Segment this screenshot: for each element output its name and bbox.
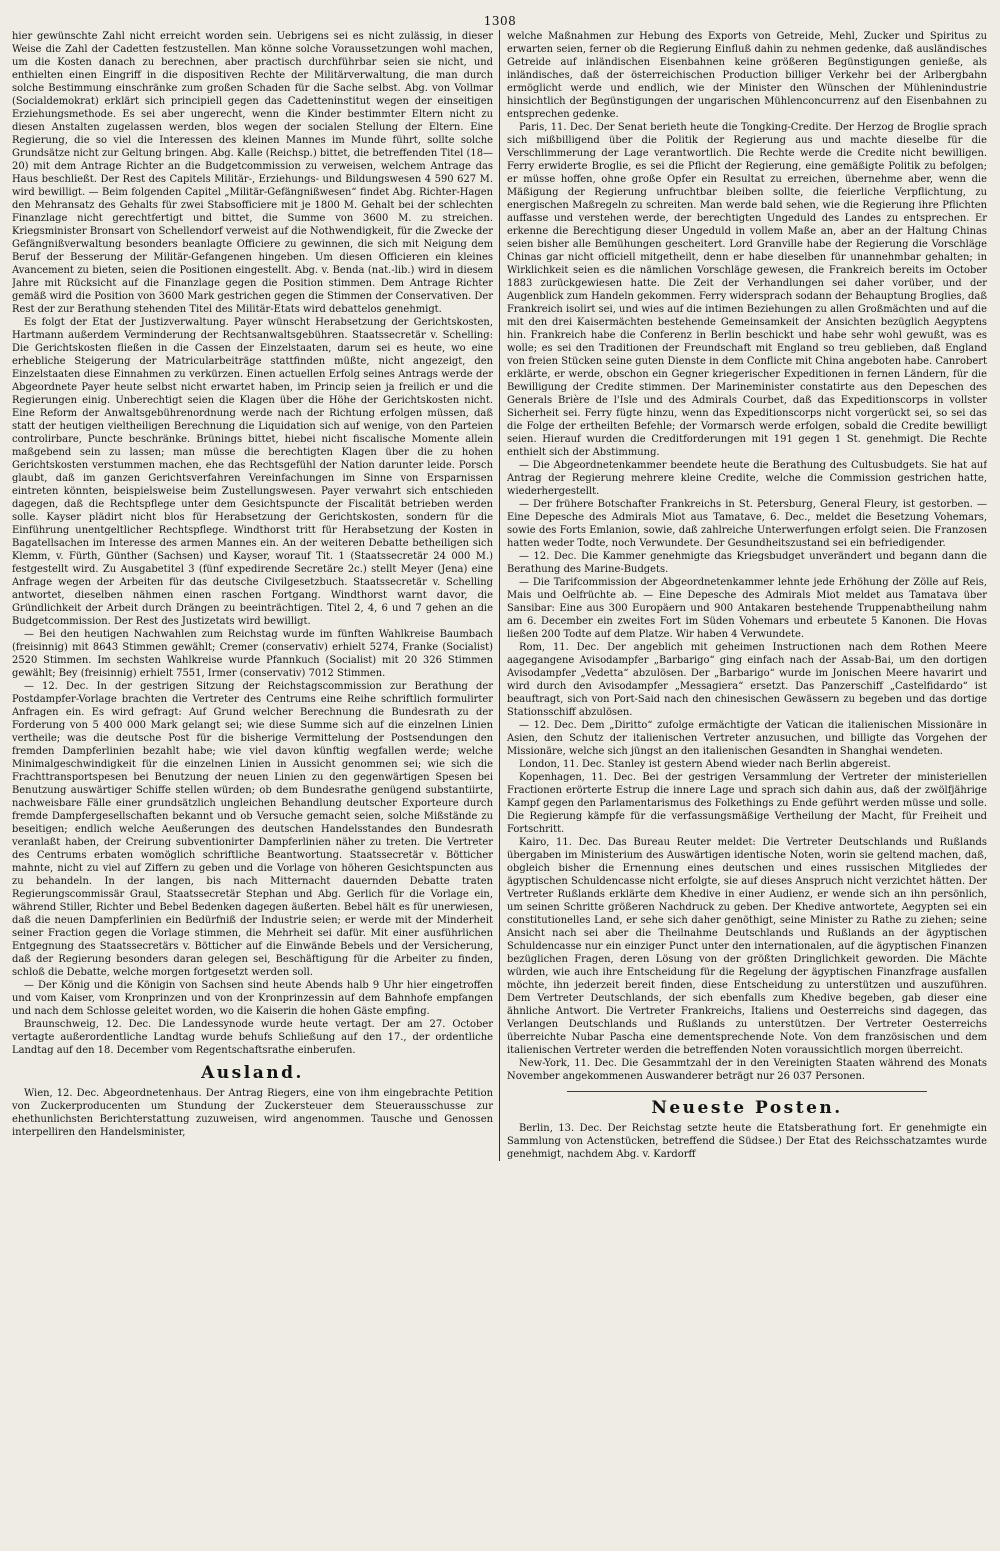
article-fleury: — Der frühere Botschafter Frankreichs in St. Petersburg, General Fleury, ist gestorben. — Eine Depesche des Admirals Miot aus Tamatave, 6. Dec., meldet die Besetzung Vohemars, sowie des Forts Emlanion, sowie, daß zahlreiche Unterwerfungen erfolgt seien. Die Franzosen hatten weder Todte, noch Verwundete. Der Gesundheitszustand sei ein befriedigender. [507,499,987,549]
article-abgeordnetenkammer: — Die Abgeordnetenkammer beendete heute die Berathung des Cultusbudgets. Sie hat auf Antrag der Regierung mehrere kleine Credite, welche die Commission gestrichen hatte, wiederhergestellt. [507,460,987,497]
article-tarifcommission: — Die Tarifcommission der Abgeordnetenkammer lehnte jede Erhöhung der Zölle auf Reis, Mais und Oelfrüchte ab. — Eine Depesche des Admirals Miot meldet aus Tamatava über Sansibar: Eine aus 300 Europäern und 900 Antakaren bestehende Truppenabtheilung nahm am 6. December ein zweites Fort im Süden Vohemars und erbeutete 5 Kanonen. Die Hovas ließen 200 Todte auf dem Platze. Wir haben 4 Verwundete. [507,577,987,640]
columns [12,30,988,1161]
article-rom: Rom, 11. Dec. Der angeblich mit geheimen Instructionen nach dem Rothen Meere aagegangene Avisodampfer „Barbarigo“ ging einfach nach der Assab-Bai, um den dortigen Avisodampfer „Vedetta“ abzulösen. Der „Barbarigo“ wurde im Jonischen Meere havarirt und wird durch den Avisodampfer „Messagiera“ ersetzt. Das Panzerschiff „Castelfidardo“ ist beauftragt, sich von Port-Said nach den chinesischen Gewässern zu begeben und das dortige Stationsschiff abzulösen. [507,642,987,718]
article-vatican: — 12. Dec. Dem „Diritto“ zufolge ermächtigte der Vatican die italienischen Missionäre in Asien, den Schutz der italienischen Vertreter anzusuchen, und billigte das Vorgehen der Missionäre, welche sich jüngst an den italienischen Gesandten in Shanghai wendeten. [507,720,987,757]
article-london: London, 11. Dec. Stanley ist gestern Abend wieder nach Berlin abgereist. [519,759,891,770]
article-berlin: Berlin, 13. Dec. Der Reichstag setzte heute die Etatsberathung fort. Er genehmigte ein Sammlung von Actenstücken, betreffend die Südsee.) Der Etat des Reichsschatzamtes wurde genehmigt, nachdem Abg. v. Kardorff [507,1123,987,1160]
article-nachwahlen: — Bei den heutigen Nachwahlen zum Reichstag wurde im fünften Wahlkreise Baumbach (freisinnig) mit 8643 Stimmen gewählt; Cremer (conservativ) erhielt 5274, Franke (Socialist) 2520 Stimmen. Im sechsten Wahlkreise wurde Pfannkuch (Socialist) mit 20 326 Stimmen gewählt; Bey (freisinnig) erhielt 7551, Irmer (conservativ) 7012 Stimmen. [12,629,493,679]
section-separator [567,1091,927,1092]
article-kriegsbudget: — 12. Dec. Die Kammer genehmigte das Kriegsbudget unverändert und begann dann die Berathung des Marine-Budgets. [507,551,987,575]
page-number: 1308 [483,14,517,28]
article-justizverwaltung: Es folgt der Etat der Justizverwaltung. Payer wünscht Herabsetzung der Gerichtskosten, Hartmann außerdem Verminderung der Rechtsanwaltsgebühren. Staatssecretär v. Schelling: Die Gerichtskosten fließen in die Cassen der Einzelstaaten, darum sei es heute, wo eine erhebliche Steigerung der Matricularbeiträge stattfinden müßte, nicht angezeigt, den Einzelstaaten diese Einnahmen zu verkürzen. Einen actuellen Erfolg seines Antrags werde der Abgeordnete Payer heute selbst nicht erwartet haben, im Princip seien ja freilich er und die Regierungen einig. Unberechtigt seien die Klagen über die Höhe der Gerichtskosten nicht. Eine Reform der Anwaltsgebührenordnung werde nach der Richtung erfolgen müssen, daß statt der heutigen vieltheiligen Berechnung die Liquidation sich auf wenige, von den Parteien controlirbare, Puncte beschränke. Brünings bittet, hiebei nicht fiscalische Momente allein maßgebend sein zu lassen; man müsse die berechtigten Klagen über die zu hohen Gerichtskosten verstummen machen, ehe das Rechtsgefühl der Nation darunter leide. Porsch glaubt, daß im ganzen Gerichtsverfahren Vereinfachungen im Sinne von Ersparnissen eintreten könnten, beispielsweise beim Zustellungswesen. Payer verwahrt sich entschieden dagegen, daß die Rechtspflege unter dem Gesichtspuncte der Fiscalität betrieben werden solle. Kayser plädirt nicht blos für Herabsetzung der Gerichtskosten, sondern für die Einführung unentgeltlicher Rechtspflege. Windthorst tritt für Herabsetzung der Kosten in Bagatellsachen im Interesse des armen Mannes ein. An der weiteren Debatte betheiligen sich Klemm, v. Fürth, Günther (Sachsen) und Kayser, worauf Tit. 1 (Staatssecretär 24 000 M.) festgestellt wird. Zu Ausgabetitel 3 (fünf expedirende Secretäre 2c.) stellt Meyer (Jena) eine Anfrage wegen der Arbeiten für das deutsche Civilgesetzbuch. Staatssecretär v. Schelling antwortet, dieselben nähmen einen raschen Fortgang. Windthorst warnt davor, die Gründlichkeit der Arbeit durch Drängen zu beeinträchtigen. Titel 2, 4, 6 und 7 gehen an die Budgetcommission. Der Rest des Justizetats wird bewilligt. [12,317,493,627]
section-heading-ausland: Ausland. [201,1063,304,1083]
article-paris: Paris, 11. Dec. Der Senat berieth heute die Tongking-Credite. Der Herzog de Broglie sprach sich mißbilligend über die Politik der Regierung aus und machte dieselbe für die Verschlimmerung der Lage verantwortlich. Die Rechte werde die Credite nicht bewilligen. Ferry erwiderte Broglie, es sei die Pflicht der Regierung, eine gemäßigte Politik zu befolgen; er müsse hoffen, ohne große Opfer ein Resultat zu erreichen, übernehme aber, wenn die Mäßigung der Regierung unfruchtbar bleiben sollte, die feierliche Verpflichtung, zu energischen Maßregeln zu schreiten. Man werde bald sehen, wie die Regierung ihre Pflichten auffasse und verstehen werde, der berechtigten Ungeduld des Landes zu entsprechen. Er erkenne die Berechtigung dieser Ungeduld in vollem Maße an, aber an der Haltung Chinas seien bisher alle Bemühungen gescheitert. Lord Granville habe der Regierung die Vorschläge Chinas gar nicht officiell mitgetheilt, denn er habe dieselben für unannehmbar gehalten; in Wirklichkeit seien es die nämlichen Vorschläge gewesen, die Frankreich bereits im October 1883 zurückgewiesen hatte. Die Zeit der Verhandlungen sei daher vorüber, und der Augenblick zum Handeln gekommen. Ferry widersprach sodann der Behauptung Broglies, daß Frankreich isolirt sei, und wies auf die intimen Beziehungen zu allen Großmächten und auf die mit den drei Kaisermächten bestehende Gemeinsamkeit der Ansichten bezüglich Aegyptens hin. Frankreich habe die Conferenz in Berlin beschickt und habe sehr wohl gewußt, was es wolle; es sei den Traditionen der Freundschaft mit England so treu geblieben, daß England von freien Stücken seine guten Dienste in dem Conflicte mit China angeboten habe. Canrobert erklärte, er werde, obschon ein Gegner kriegerischer Expeditionen in fernen Ländern, für die Bewilligung der Credite stimmen. Der Marineminister constatirte aus den Depeschen des Generals Brière de l'Isle und des Admirals Courbet, daß das Expeditionscorps in vollster Sicherheit sei. Ferry fügte hinzu, wenn das Expeditionscorps nicht vorgerückt sei, so sei das die Folge der ertheilten Befehle; der Vormarsch werde erfolgen, sobald die Credite bewilligt seien. Hierauf wurden die Creditforderungen mit 191 gegen 1 St. genehmigt. Die Rechte enthielt sich der Abstimmung. [507,122,987,458]
article-braunschweig: Braunschweig, 12. Dec. Die Landessynode wurde heute vertagt. Der am 27. October vertagte außerordentliche Landtag wurde behufs Schließung auf den 17., der ordentliche Landtag auf den 18. December vom Regentschaftsrathe einberufen. [12,1019,493,1056]
article-reichstag-cadetten: hier gewünschte Zahl nicht erreicht worden sein. Uebrigens sei es nicht zulässig, in dieser Weise die Zahl der Cadetten festzustellen. Man könne solche Voraussetzungen wohl machen, um die Kosten danach zu berechnen, aber practisch durchführbar seien sie nicht, und enthielten einen Eingriff in die dispositiven Rechte der Militärverwaltung, die man durch solche Bestimmung einschränke zum großen Schaden für die Sache selbst. Abg. von Vollmar (Socialdemokrat) erklärt sich principiell gegen das Cadetteninstitut wegen der einseitigen Erziehungsmethode. Es sei aber ungerecht, wenn die Kinder bestimmter Eltern nicht zu diesen Anstalten zugelassen werden, blos wegen der socialen Stellung der Eltern. Eine Regierung, die so viel die Interessen des kleinen Mannes im Munde führt, sollte solche Grundsätze nicht zur Geltung bringen. Abg. Kalle (Reichsp.) bittet, die betreffenden Titel (18—20) mit dem Antrage Richter an die Budgetcommission zu verweisen, welchem Antrage das Haus beschließt. Der Rest des Capitels Militär-, Erziehungs- und Bildungswesen 4 590 627 M. wird bewilligt. — Beim folgenden Capitel „Militär-Gefängnißwesen“ findet Abg. Richter-Hagen den Mehransatz des Gehalts für zwei Stabsofficiere mit je 1800 M. Gehalt bei der schlechten Finanzlage nicht gerechtfertigt und bittet, die Summe von 3600 M. zu streichen. Kriegsminister Bronsart von Schellendorf verweist auf die Nothwendigkeit, für die Zwecke der Gefängnißverwaltung besonders beanlagte Officiere zu gewinnen, die sich mit Neigung dem Beruf der Besserung der Militär-Gefangenen hingeben. Um diesen Officieren ein kleines Avancement zu bieten, seien die Positionen eingestellt. Abg. v. Benda (nat.-lib.) wird in diesem Jahre mit Rücksicht auf die Finanzlage gegen die Position stimmen. Dem Antrage Richter gemäß wird die Position von 3600 Mark gestrichen gegen die Stimmen der Conservativen. Der Rest der zur Berathung stehenden Titel des Militär-Etats wird debattelos genehmigt. [12,31,493,315]
article-kopenhagen: Kopenhagen, 11. Dec. Bei der gestrigen Versammlung der Vertreter der ministeriellen Fractionen erörterte Estrup die innere Lage und sprach sich dahin aus, daß der zwölfjährige Kampf gegen den Parlamentarismus des Folkethings zu Ende geführt werden müsse und solle. Die Regierung kämpfe für die verfassungsmäßige Vertheilung der Macht, für Freiheit und Fortschritt. [507,772,987,835]
article-postdampfer: — 12. Dec. In der gestrigen Sitzung der Reichstagscommission zur Berathung der Postdampfer-Vorlage brachten die Vertreter des Centrums eine Reihe schriftlich formulirter Anfragen ein. Es wird gefragt: Auf Grund welcher Berechnung die Bundesrath zu der Forderung von 5 400 000 Mark gelangt sei; wie diese Summe sich auf die einzelnen Linien vertheile; was die deutsche Post für die bisherige Vermittelung der Postsendungen den fremden Dampferlinien bezahlt habe; wie viel davon künftig wegfallen werde; welche Minimalgeschwindigkeit für die einzelnen Linien in Aussicht genommen sei; wie sich die Frachttransportspesen bei Benutzung der neuen Linien zu den gegenwärtigen Spesen bei Benutzung auswärtiger Schiffe stellen würden; ob dem Bundesrathe genügend substantiirte, nachweisbare Fälle einer grundsätzlich ungleichen Behandlung deutscher Exporteure durch fremde Dampfergesellschaften bekannt und ob Versuche gemacht seien, solche Mißstände zu beseitigen; endlich welche Aeußerungen des deutschen Handelsstandes den Bundesrath veranlaßt haben, der Creirung subventionirter Dampferlinien näher zu treten. Die Vertreter des Centrums erbaten womöglich schriftliche Beantwortung. Staatssecretär v. Bötticher mahnte, nicht zu viel auf Ziffern zu geben und die Vorlage von höheren Gesichtspuncten aus zu behandeln. In der langen, bis nach Mitternacht dauernden Debatte traten Regierungscommissär Graul, Staatssecretär Stephan und Abg. Gerlich für die Vorlage ein, während Stiller, Richter und Bebel Bedenken dagegen äußerten. Bebel hält es für unerwiesen, daß die neuen Dampferlinien ein Bedürfniß der Industrie seien; er werde mit der Minderheit seiner Fraction gegen die Vorlage stimmen, die Mehrheit sei dafür. Mit einer ausführlichen Entgegnung des Staatssecretärs v. Bötticher auf die Einwände Bebels und der Versicherung, daß der Regierung besonders daran gelegen sei, Beschäftigung für die Arbeiter zu finden, schloß die Debatte, welche morgen fortgesetzt werden soll. [12,681,493,978]
section-heading-neueste-posten: Neueste Posten. [651,1098,843,1118]
article-koenig-sachsen: — Der König und die Königin von Sachsen sind heute Abends halb 9 Uhr hier eingetroffen und vom Kaiser, vom Kronprinzen und von der Kronprinzessin auf dem Bahnhofe empfangen und nach dem Schlosse geleitet worden, wo die Kaiserin die hohen Gäste empfing. [12,980,493,1017]
article-wien-continued: welche Maßnahmen zur Hebung des Exports von Getreide, Mehl, Zucker und Spiritus zu erwarten seien, ferner ob die Regierung Einfluß dahin zu nehmen gedenke, daß ausländisches Getreide auf inländischen Eisenbahnen keine größeren Begünstigungen genieße, als inländisches, daß der österreichischen Production billiger Verkehr bei der Arlbergbahn ermöglicht werde und endlich, wie der Minister den Wünschen der Mühlenindustrie hinsichtlich der Begünstigungen der ungarischen Mühlenconcurrenz auf den Eisenbahnen zu entsprechen gedenke. [507,31,987,120]
article-wien: Wien, 12. Dec. Abgeordnetenhaus. Der Antrag Riegers, eine von ihm eingebrachte Petition von Zuckerproducenten um Stundung der Zuckersteuer dem Steuerausschusse zur ehethunlichsten Berichterstattung zuzuweisen, wird angenommen. Tausche und Genossen interpelliren den Handelsminister, [12,1088,493,1138]
article-kairo: Kairo, 11. Dec. Das Bureau Reuter meldet: Die Vertreter Deutschlands und Rußlands übergaben im Ministerium des Auswärtigen identische Noten, worin sie geltend machen, daß, obgleich bisher die Ernennung eines deutschen und eines russischen Mitgliedes der ägyptischen Schuldencasse nicht erfolgte, sie auf dieses Anspruch nicht verzichtet hätten. Der Vertreter Rußlands erklärte dem Khedive in einer Audienz, er wende sich an ihn persönlich, um seinen Schritte größeren Nachdruck zu geben. Der Khedive antwortete, Aegypten sei ein constitutionelles Land, er sehe sich daher genöthigt, seine Minister zu Rathe zu ziehen; seine Ansicht nach sei aber die Theilnahme Deutschlands und Rußlands an der ägyptischen Schuldencasse nur ein einziger Punct unter den internationalen, auf die ägyptischen Finanzen bezüglichen Fragen, deren Lösung von der größten Dringlichkeit geworden. Die Mächte würden, wie auch ihre Entscheidung für die Regelung der ägyptischen Finanzfrage ausfallen möchte, ihn jederzeit bereit finden, diese Entscheidung zu unterstützen und auszuführen. Dem Vertreter Deutschlands, der sich ebenfalls zum Khedive begeben, gab dieser eine ähnliche Antwort. Die Vertreter Frankreichs, Italiens und Oesterreichs sind dagegen, das Verlangen Deutschlands und Rußlands zu unterstützen. Der Vertreter Oesterreichs überreichte Nubar Pascha eine dementsprechende Note. Von dem französischen und dem italienischen Vertreter werden die betreffenden Noten voraussichtlich morgen überreicht. [507,837,987,1056]
left-column [12,30,499,1139]
right-column [500,30,987,1161]
article-new-york: New-York, 11. Dec. Die Gesammtzahl der in den Vereinigten Staaten während des Monats November angekommenen Auswanderer beträgt nur 26 037 Personen. [507,1058,987,1082]
